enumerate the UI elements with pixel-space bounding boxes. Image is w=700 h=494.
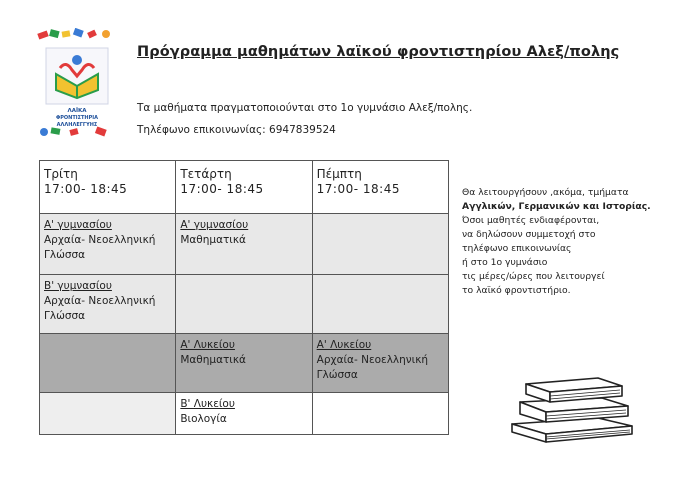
schedule-cell-empty (40, 393, 176, 435)
subject-label: Μαθηματικά (180, 354, 246, 366)
schedule-cell (312, 334, 448, 393)
schedule-cell (176, 214, 312, 275)
schedule-cell (176, 393, 312, 435)
schedule-cell-empty (312, 393, 448, 435)
subject-label: Μαθηματικά (180, 234, 246, 246)
announcement-line: τις μέρες/ώρες που λειτουργεί (462, 271, 605, 282)
day-label: Τρίτη (44, 167, 78, 181)
table-row (40, 214, 449, 275)
schedule-cell (176, 334, 312, 393)
class-label: Α' Λυκείου (316, 339, 372, 351)
logo-text-line3: ΑΛΛΗΛΕΓΓΥΗΣ (56, 122, 98, 128)
announcement-line: το λαϊκό φροντιστήριο. (462, 285, 571, 296)
subject-label: Αρχαία- Νεοελληνική Γλώσσα (44, 234, 156, 261)
day-label: Πέμπτη (316, 167, 362, 181)
table-row (40, 275, 449, 334)
phone-text: Τηλέφωνο επικοινωνίας: 6947839524 (137, 124, 336, 136)
page-title: Πρόγραμμα μαθημάτων λαϊκού φροντιστηρίου Αλεξ/πολης (137, 44, 620, 60)
announcement-line-bold: Αγγλικών, Γερμανικών και Ιστορίας. (462, 201, 651, 212)
table-row (40, 393, 449, 435)
time-label: 17:00- 18:45 (180, 182, 264, 196)
logo-text-line1: ΛΑΪΚΑ (67, 108, 87, 114)
logo-text-line2: ΦΡΟΝΤΙΣΤΗΡΙΑ (55, 115, 99, 121)
schedule-cell-empty (312, 275, 448, 334)
day-label: Τετάρτη (180, 167, 232, 181)
organization-logo (36, 28, 120, 138)
announcement-line: Θα λειτουργήσουν ,ακόμα, τμήματα (462, 187, 629, 198)
class-label: Β' Λυκείου (180, 398, 235, 410)
schedule-cell-empty (40, 334, 176, 393)
schedule-table (39, 160, 449, 435)
time-label: 17:00- 18:45 (44, 182, 128, 196)
schedule-cell-empty (176, 275, 312, 334)
schedule-cell-empty (312, 214, 448, 275)
subject-label: Βιολογία (180, 413, 227, 425)
subject-label: Αρχαία- Νεοελληνική Γλώσσα (44, 295, 156, 322)
announcement-line: ή στο 1ο γυμνάσιο (462, 257, 548, 268)
announcement-line: να δηλώσουν συμμετοχή στο (462, 229, 596, 240)
schedule-header-row (40, 161, 449, 214)
class-label: Β' γυμνασίου (44, 280, 112, 292)
location-text: Τα μαθήματα πραγματοποιούνται στο 1ο γυμνάσιο Αλεξ/πολης. (137, 102, 473, 114)
column-header-thursday (312, 161, 448, 214)
class-label: Α' γυμνασίου (180, 219, 249, 231)
column-header-wednesday (176, 161, 312, 214)
subject-label: Αρχαία- Νεοελληνική Γλώσσα (316, 354, 429, 381)
column-header-tuesday (40, 161, 176, 214)
table-row (40, 334, 449, 393)
class-label: Α' Λυκείου (180, 339, 235, 351)
announcement-line: Όσοι μαθητές ενδιαφέρονται, (462, 215, 600, 226)
schedule-cell (40, 214, 176, 275)
schedule-cell (40, 275, 176, 334)
announcement-text (462, 186, 692, 298)
time-label: 17:00- 18:45 (316, 182, 400, 196)
announcement-line: τηλέφωνο επικοινωνίας (462, 243, 572, 254)
class-label: Α' γυμνασίου (44, 219, 112, 231)
books-icon (506, 372, 638, 444)
